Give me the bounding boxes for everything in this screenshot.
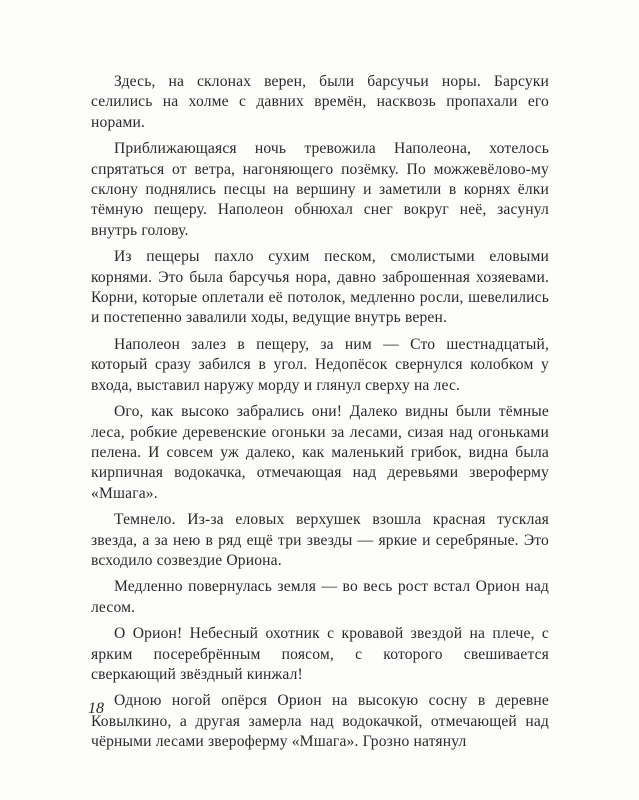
paragraph-9: Одною ногой опёрся Орион на высокую сосну в деревне Ковылкино, а другая замерла над водокачкой, отмечающей над чёрными лесами звероферму «Мшага». Грозно натянул bbox=[91, 692, 549, 751]
paragraph-3: Из пещеры пахло сухим песком, смолистыми еловыми корнями. Это была барсучья нора, давно заброшенная хозяевами. Корни, которые оплетали её потолок, медленно росли, шевелились и постепенно завалили ходы, ведущие внутрь верен. bbox=[91, 248, 549, 327]
body-text bbox=[91, 72, 549, 759]
paragraph-7: Медленно повернулась земля — во весь рост встал Орион над лесом. bbox=[91, 578, 549, 616]
paragraph-5: Ого, как высоко забрались они! Далеко видны были тёмные леса, робкие деревенские огоньки за лесами, сизая над огоньками пелена. И совсем уж далеко, как маленький грибок, видна была кирпичная водокачка, отмечающая над деревьями звероферму «Мшага». bbox=[91, 403, 549, 502]
paragraph-6: Темнело. Из-за еловых верхушек взошла красная тусклая звезда, а за нею в ряд ещё три звезды — яркие и серебряные. Это всходило созвездие Ориона. bbox=[91, 511, 549, 569]
paragraph-4: Наполеон залез в пещеру, за ним — Сто шестнадцатый, который сразу забился в угол. Недопёсок свернулся колобком у входа, выставил наружу морду и глянул сверху на лес. bbox=[91, 335, 549, 394]
page-number: 18 bbox=[88, 700, 104, 717]
paragraph-8: О Орион! Небесный охотник с кровавой звездой на плече, с ярким посеребрённым поясом, с которого свешивается сверкающий звёздный кинжал! bbox=[91, 625, 549, 683]
paragraph-2: Приближающаяся ночь тревожила Наполеона, хотелось спрятаться от ветра, нагоняющего позёмку. По можжевёлово-му склону поднялись песцы на вершину и заметили в корнях ёлки тёмную пещеру. Наполеон обнюхал снег вокруг неё, засунул внутрь голову. bbox=[91, 140, 549, 239]
paragraph-1: Здесь, на склонах верен, были барсучьи норы. Барсуки селились на холме с давних времён, насквозь пропахали его норами. bbox=[91, 73, 549, 131]
